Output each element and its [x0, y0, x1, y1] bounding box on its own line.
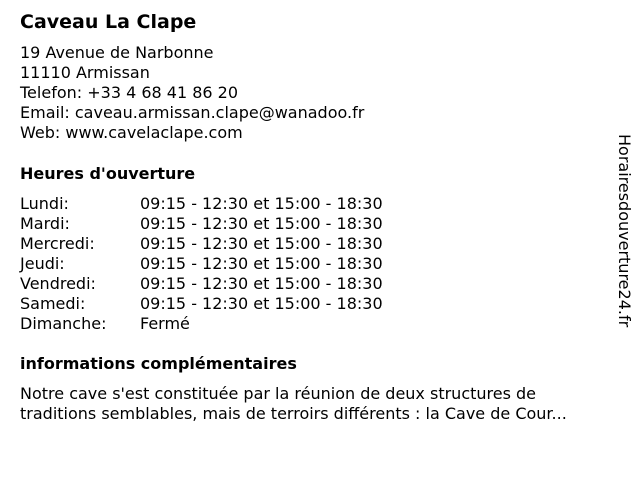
- address-street: 19 Avenue de Narbonne: [20, 43, 214, 62]
- hours-row-saturday: [20, 294, 383, 314]
- day-label: Mercredi:: [20, 234, 95, 253]
- hours-row-sunday: [20, 314, 383, 334]
- day-hours: 09:15 - 12:30 et 15:00 - 18:30: [140, 194, 383, 213]
- website-link[interactable]: Web: www.cavelaclape.com: [20, 123, 243, 142]
- description-line: traditions semblables, mais de terroirs différents : la Cave de Cour...: [20, 404, 567, 423]
- day-label: Lundi:: [20, 194, 69, 213]
- hours-row-tuesday: [20, 214, 383, 234]
- day-hours: 09:15 - 12:30 et 15:00 - 18:30: [140, 254, 383, 273]
- description-text: [20, 384, 620, 424]
- phone-number[interactable]: Telefon: +33 4 68 41 86 20: [20, 83, 239, 102]
- day-hours: Fermé: [140, 314, 190, 333]
- day-label: Mardi:: [20, 214, 70, 233]
- watermark-text: Horairesdouverture24.fr: [615, 134, 634, 328]
- day-hours: 09:15 - 12:30 et 15:00 - 18:30: [140, 234, 383, 253]
- day-label: Jeudi:: [20, 254, 65, 273]
- day-hours: 09:15 - 12:30 et 15:00 - 18:30: [140, 294, 383, 313]
- day-label: Samedi:: [20, 294, 86, 313]
- description-line: Notre cave s'est constituée par la réunion de deux structures de: [20, 384, 537, 403]
- hours-row-wednesday: [20, 234, 383, 254]
- hours-heading: Heures d'ouverture: [20, 164, 196, 183]
- info-heading: informations complémentaires: [20, 354, 297, 373]
- address-block: [20, 43, 364, 143]
- day-hours: 09:15 - 12:30 et 15:00 - 18:30: [140, 214, 383, 233]
- hours-row-monday: [20, 194, 383, 214]
- day-label: Dimanche:: [20, 314, 107, 333]
- hours-row-friday: [20, 274, 383, 294]
- day-label: Vendredi:: [20, 274, 96, 293]
- day-hours: 09:15 - 12:30 et 15:00 - 18:30: [140, 274, 383, 293]
- opening-hours-list: [20, 194, 383, 334]
- page-title: Caveau La Clape: [20, 11, 197, 33]
- hours-row-thursday: [20, 254, 383, 274]
- address-city: 11110 Armissan: [20, 63, 150, 82]
- email-address[interactable]: Email: caveau.armissan.clape@wanadoo.fr: [20, 103, 365, 122]
